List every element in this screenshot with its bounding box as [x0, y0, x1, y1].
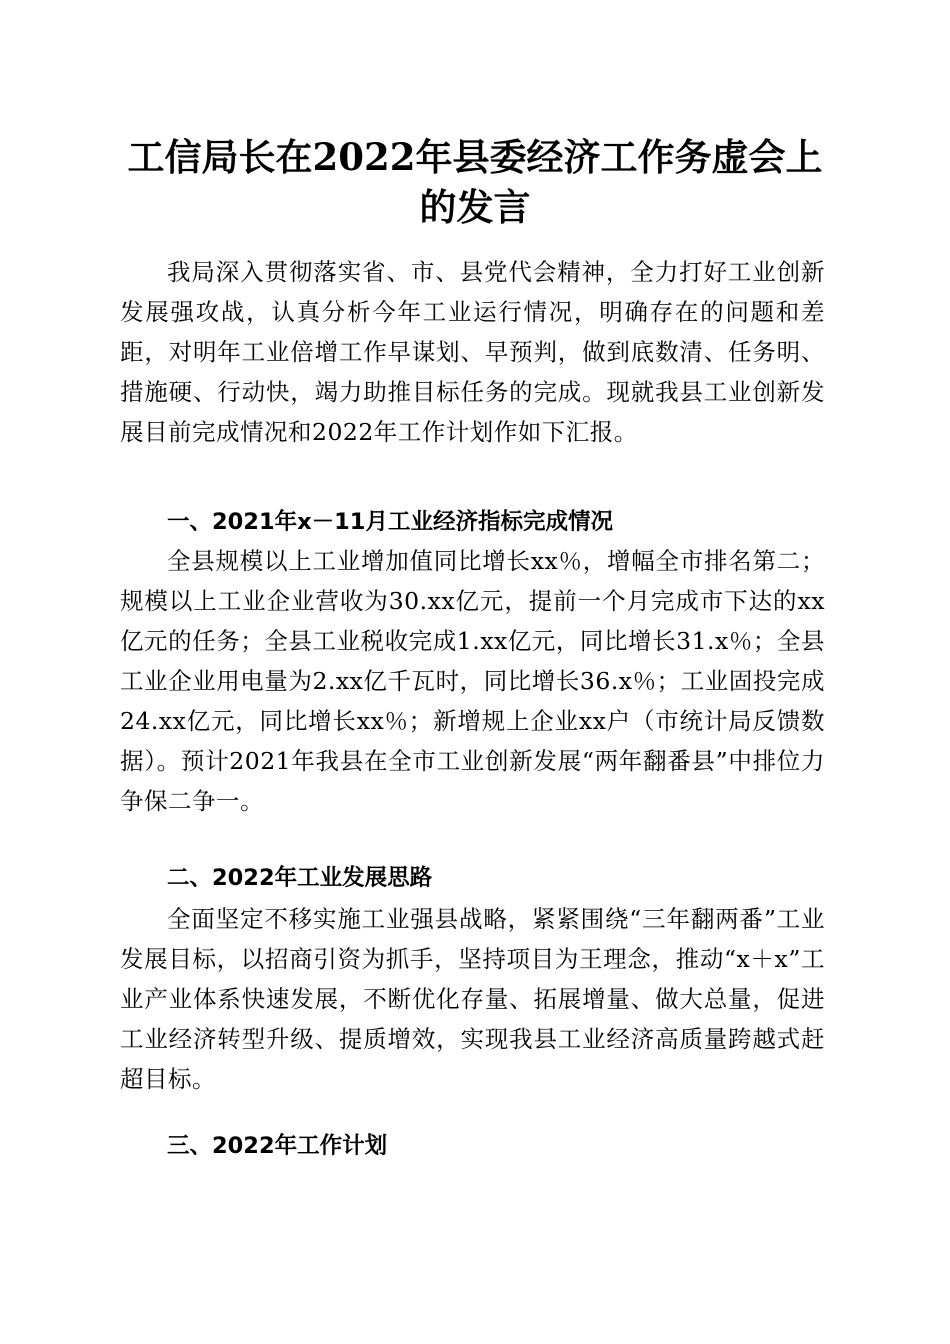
- section-2-paragraph: 全面坚定不移实施工业强县战略，紧紧围绕“三年翻两番”工业发展目标，以招商引资为抓手，坚持项目为王理念，推动“x＋x”工业产业体系快速发展，不断优化存量、拓展增量、做大总量，促进工业经济转型升级、提质增效，实现我县工业经济高质量跨越式赶超目标。: [120, 905, 825, 1093]
- intro-paragraph: 我局深入贯彻落实省、市、县党代会精神，全力打好工业创新发展强攻战，认真分析今年工业运行情况，明确存在的问题和差距，对明年工业倍增工作早谋划、早预判，做到底数清、任务明、措施硬、行动快，竭力助推目标任务的完成。现就我县工业创新发展目前完成情况和2022年工作计划作如下汇报。: [120, 258, 825, 446]
- section-1-paragraph: 全县规模以上工业增加值同比增长xx％，增幅全市排名第二；规模以上工业企业营收为30.xx亿元，提前一个月完成市下达的xx亿元的任务；全县工业税收完成1.xx亿元，同比增长31.x％；全县工业企业用电量为2.xx亿千瓦时，同比增长36.x％；工业固投完成24.xx亿元，同比增长xx％；新增规上企业xx户（市统计局反馈数据）。预计2021年我县在全市工业创新发展“两年翻番县”中排位力争保二争一。: [120, 547, 825, 815]
- section-heading-2: 二、2022年工业发展思路: [167, 865, 433, 891]
- document-title: 工信局长在2022年县委经济工作务虚会上的发言: [127, 135, 823, 229]
- section-heading-1: 一、2021年x－11月工业经济指标完成情况: [167, 509, 613, 535]
- section-heading-3: 三、2022年工作计划: [167, 1133, 388, 1159]
